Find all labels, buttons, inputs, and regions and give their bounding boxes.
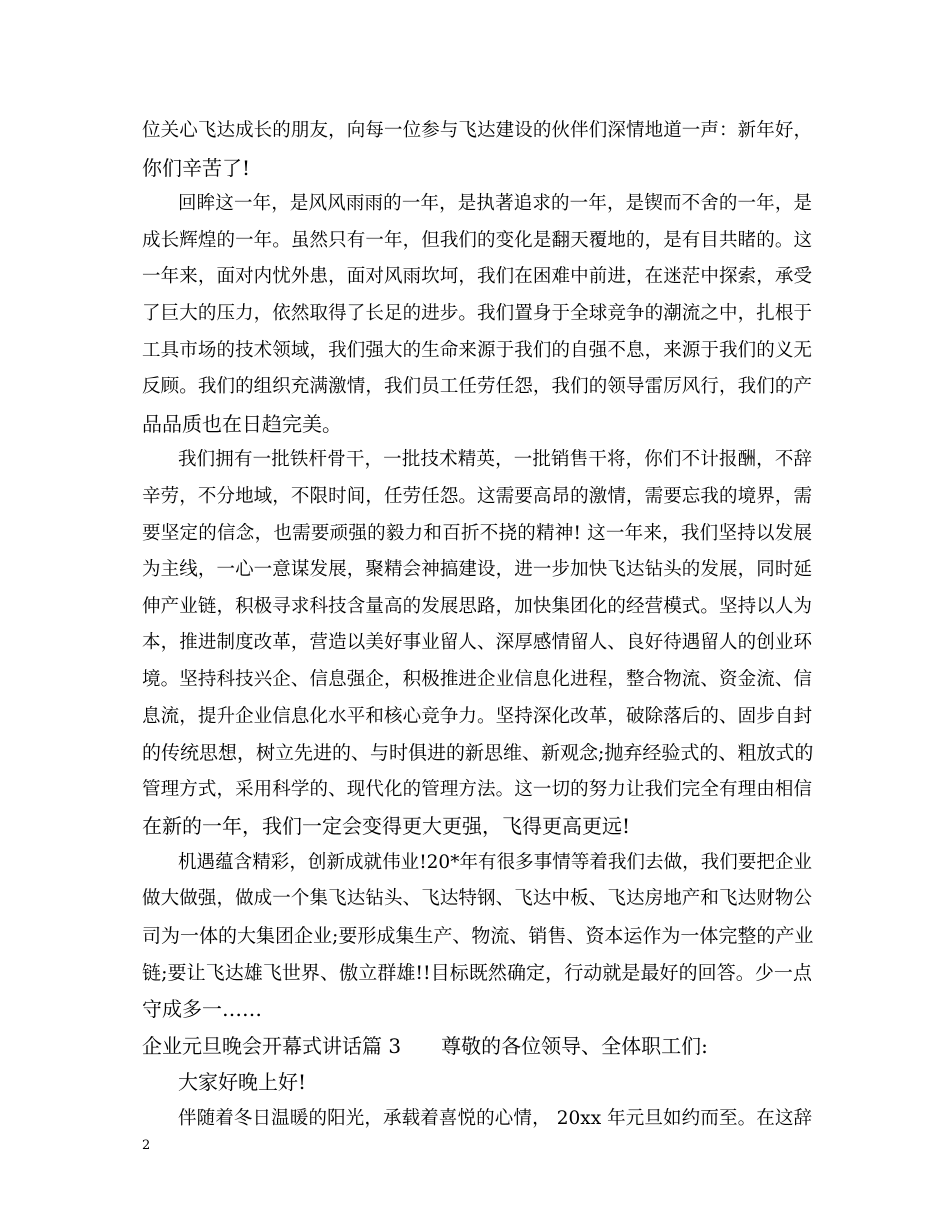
text-line: 为主线，一心一意谋发展，聚精会神搞建设，进一步加快飞达钻头的发展，同时延 — [142, 559, 812, 581]
text-line: 司为一体的大集团企业;要形成集生产、物流、销售、资本运作为一体完整的产业 — [142, 925, 814, 948]
text-line: 反顾。我们的组织充满激情，我们员工任劳任怨，我们的领导雷厉风行，我们的产 — [142, 376, 812, 398]
text-line: 你们辛苦了! — [142, 155, 251, 180]
text-line: 守成多一…… — [142, 997, 262, 1022]
page-number: 2 — [142, 1138, 151, 1153]
section-heading: 企业元旦晚会开幕式讲话篇 3 — [142, 1033, 402, 1058]
text-line: 位关心飞达成长的朋友，向每一位参与飞达建设的伙伴们深情地道一声：新年好， — [142, 120, 812, 141]
text-line: 的传统思想，树立先进的、与时俱进的新思维、新观念;抛弃经验式的、粗放式的 — [142, 742, 814, 765]
text-line: 回眸这一年，是风风雨雨的一年，是执著追求的一年，是锲而不舍的一年，是 — [178, 193, 812, 215]
text-line: 境。坚持科技兴企、信息强企，积极推进企业信息化进程，整合物流、资金流、信 — [142, 668, 812, 690]
text-line: 工具市场的技术领域，我们强大的生命来源于我们的自强不息，来源于我们的义无 — [142, 339, 812, 361]
text-line: 本，推进制度改革，营造以美好事业留人、深厚感情留人、良好待遇留人的创业环 — [142, 632, 812, 654]
paragraphs-after-heading — [142, 1064, 812, 1137]
text-line: 机遇蕴含精彩，创新成就伟业!20*年有很多事情等着我们去做，我们要把企业 — [178, 851, 812, 873]
text-line: 辛劳，不分地域，不限时间，任劳任怨。这需要高昂的激情，需要忘我的境界，需 — [142, 485, 812, 507]
section-heading-line — [142, 1028, 812, 1065]
paragraphs-before-heading — [142, 113, 812, 1028]
text-line: 大家好晚上好! — [178, 1070, 307, 1095]
text-line: 成长辉煌的一年。虽然只有一年，但我们的变化是翻天覆地的，是有目共睹的。这 — [142, 229, 812, 251]
text-line: 伸产业链，积极寻求科技含量高的发展思路，加快集团化的经营模式。坚持以人为 — [142, 595, 812, 617]
text-line: 我们拥有一批铁杆骨干，一批技术精英，一批销售干将，你们不计报酬，不辞 — [178, 449, 812, 471]
text-line: 在新的一年，我们一定会变得更大更强，飞得更高更远! — [142, 814, 631, 839]
text-line: 做大做强，做成一个集飞达钻头、飞达特钢、飞达中板、飞达房地产和飞达财物公 — [142, 888, 812, 910]
text-line: 要坚定的信念，也需要顽强的毅力和百折不挠的精神! 这一年来，我们坚持以发展 — [142, 522, 812, 544]
text-line: 品品质也在日趋完美。 — [142, 411, 342, 436]
text-line: 一年来，面对内忧外患，面对风雨坎坷，我们在困难中前进，在迷茫中探索，承受 — [142, 266, 812, 288]
text-line: 管理方式，采用科学的、现代化的管理方法。这一切的努力让我们完全有理由相信 — [142, 778, 812, 800]
text-line: 息流，提升企业信息化水平和核心竞争力。坚持深化改革，破除落后的、固步自封 — [142, 705, 812, 727]
text-line: 伴随着冬日温暖的阳光，承载着喜悦的心情， 20xx 年元旦如约而至。在这辞 — [178, 1108, 812, 1130]
text-line: 了巨大的压力，依然取得了长足的进步。我们置身于全球竞争的潮流之中，扎根于 — [142, 302, 812, 324]
salutation: 尊敬的各位领导、全体职工们: — [441, 1033, 708, 1058]
body-text — [142, 113, 812, 1138]
text-line: 链;要让飞达雄飞世界、傲立群雄!!目标既然确定，行动就是最好的回答。少一点 — [142, 961, 812, 984]
